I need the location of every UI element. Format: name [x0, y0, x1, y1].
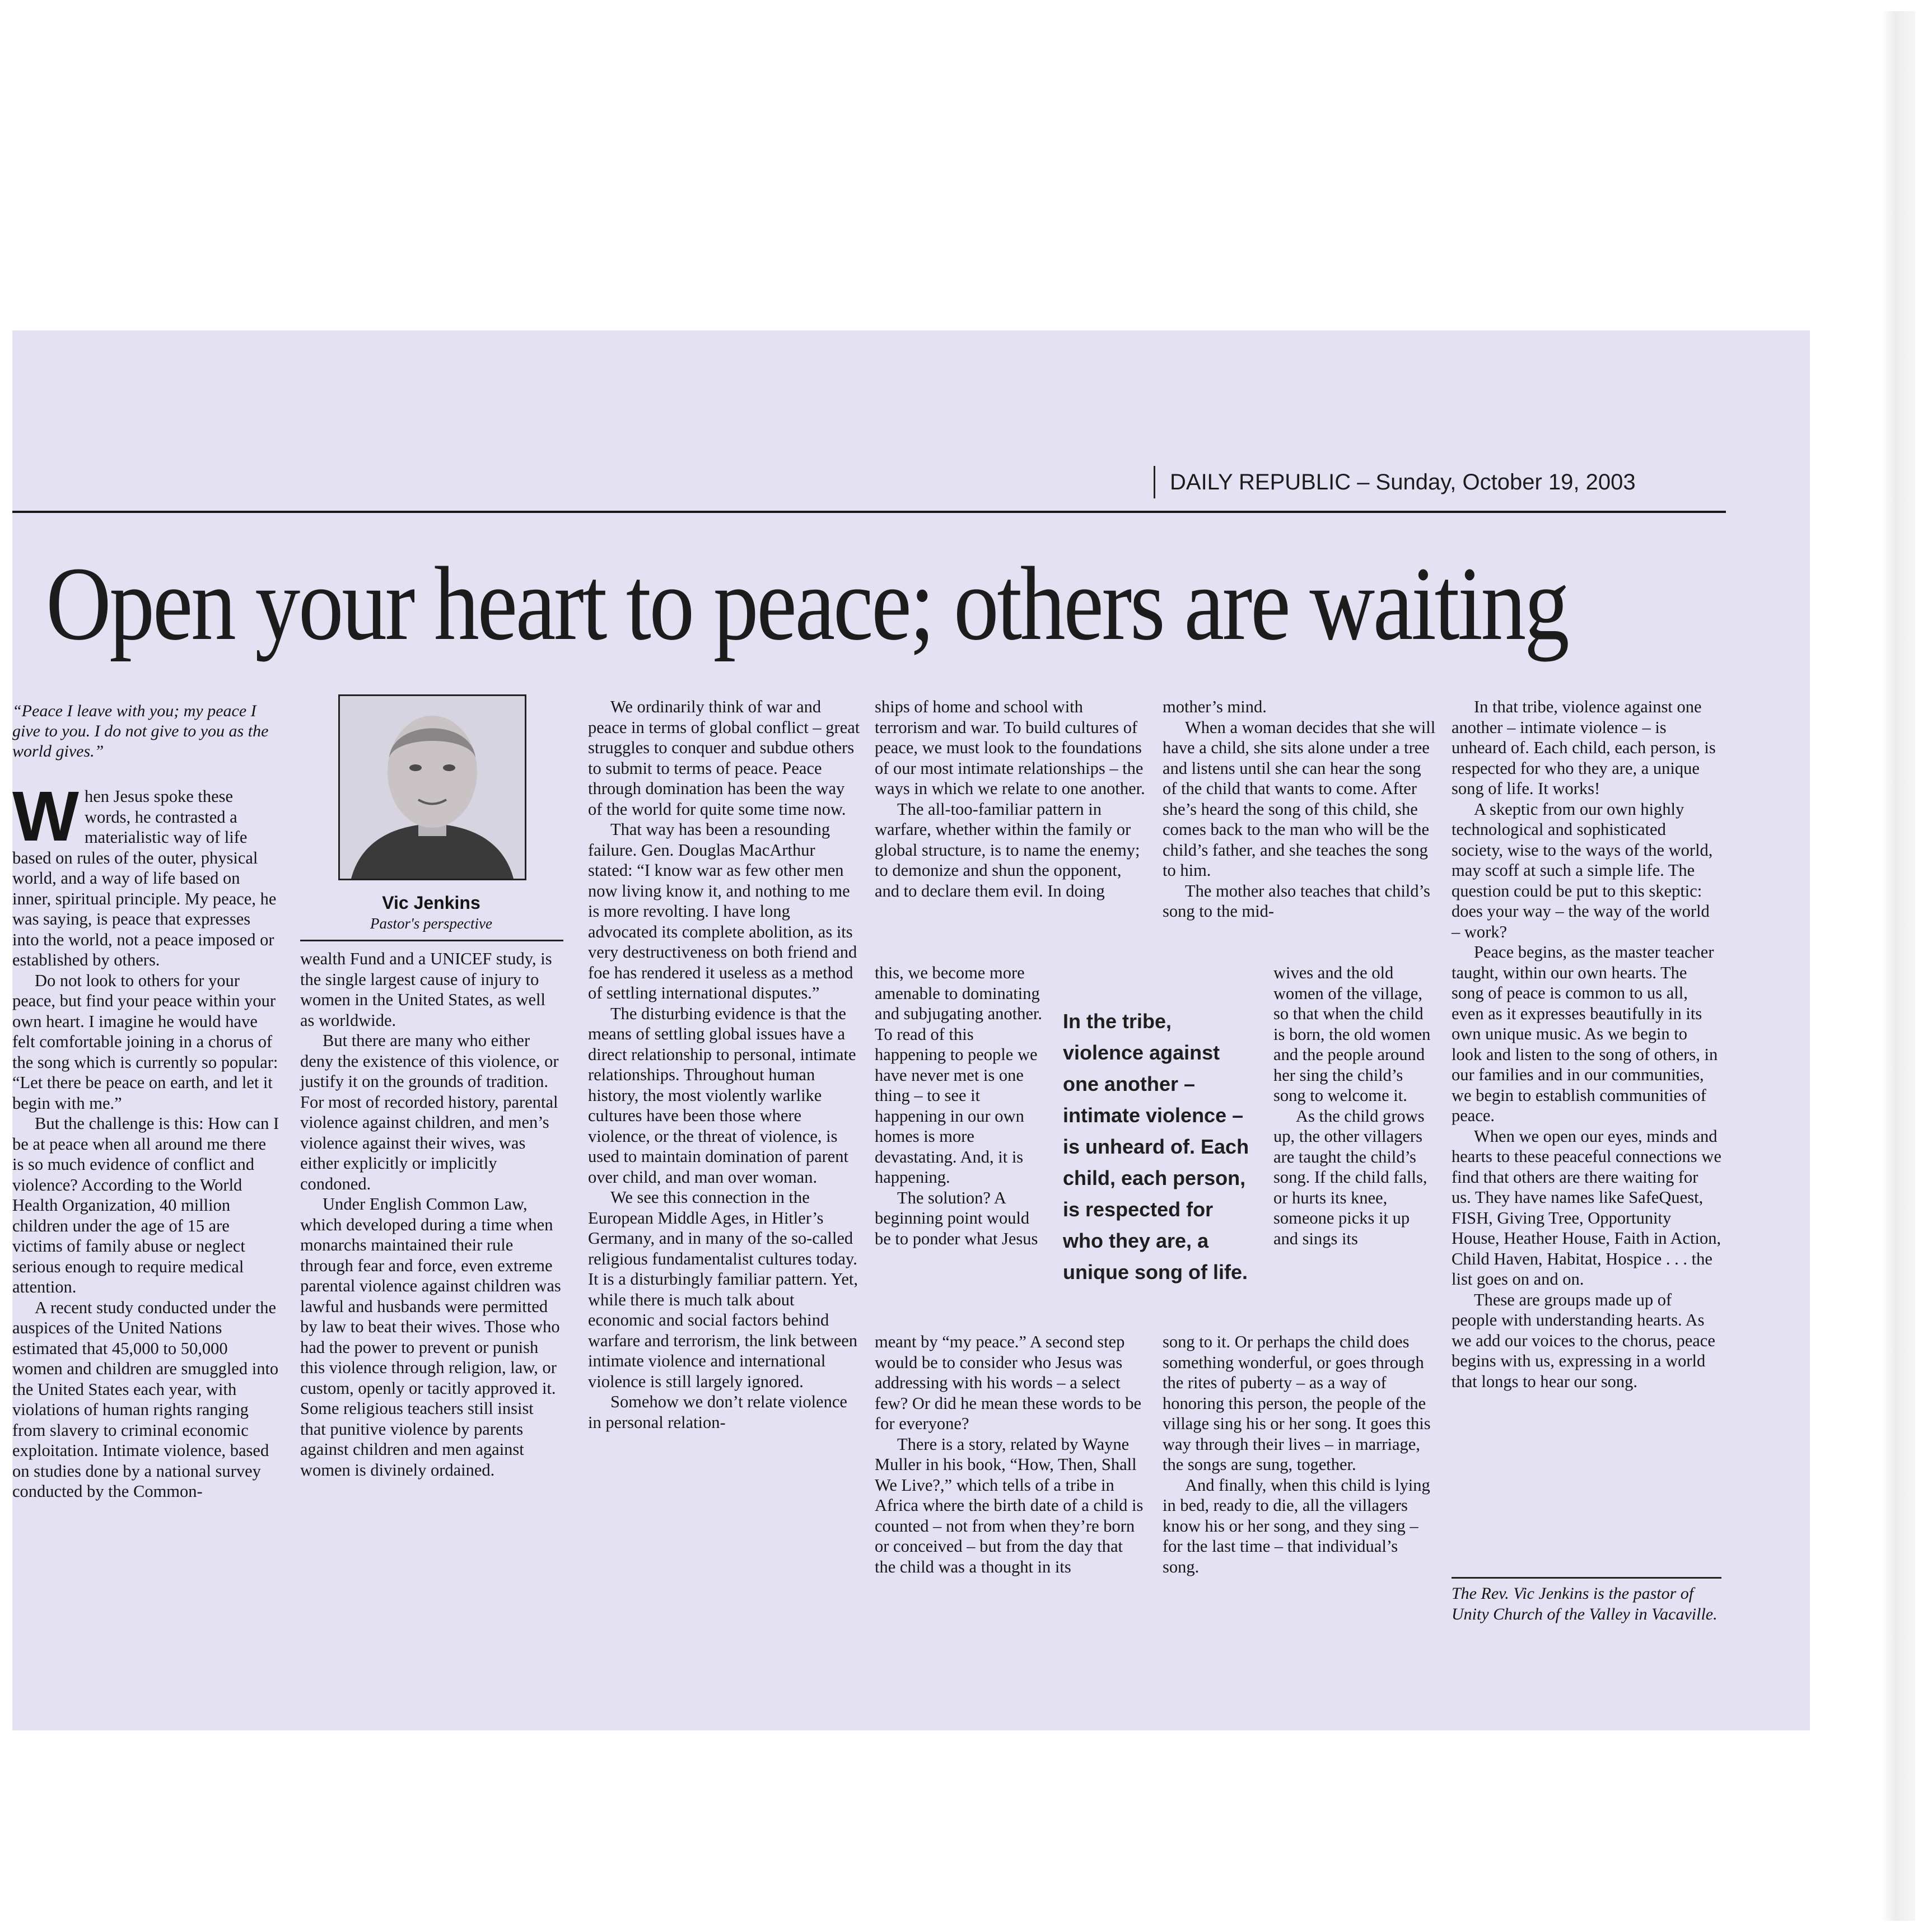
dateline: DAILY REPUBLIC – Sunday, October 19, 2003 [1154, 466, 1636, 498]
paragraph: wives and the old women of the village, so that when the child is born, the old women and the people around her sing the child’s song to welcome it. [1273, 963, 1431, 1105]
paragraph: In that tribe, violence against one another – intimate violence – is unheard of. Each child, each person, is respected for who they are, a unique song of life. It works! [1452, 697, 1716, 798]
article-column-5-narrow [1273, 963, 1438, 1249]
paragraph: Do not look to others for your peace, but find your peace within your own heart. I imagine he would have felt comfortable joining in a chorus of the song which is currently so popular: “Let there be peace on earth, and let it begin with me.” [12, 970, 278, 1113]
article-column-3 [588, 697, 860, 1432]
article-column-2 [300, 949, 563, 1480]
article-column-4-bottom [875, 1332, 1147, 1577]
article-column-5-bottom [1163, 1332, 1437, 1577]
paragraph: ships of home and school with terrorism and war. To build cultures of peace, we must look to the foundations of our most intimate relationships – the ways in which we relate to one another. [875, 697, 1145, 798]
paragraph: A skeptic from our own highly technological and sophisticated society, wise to the ways of the world, may scoff at such a simple life. The question could be put to this skeptic: does your way – the way of the world – work? [1452, 799, 1713, 941]
column-title: Pastor's perspective [370, 915, 492, 932]
lead-paragraph-text: hen Jesus spoke these words, he contrasted a materialistic way of life based on rules of the outer, physical world, and a way of life based on inner, spiritual principle. My peace, he was saying, is peace that expresses into the world, not a peace imposed or established by others. [12, 787, 277, 969]
author-name: Vic Jenkins [382, 893, 480, 913]
pull-quote: In the tribe, violence against one another – intimate violence – is unheard of. Each child, each person, is respected for who they are, a unique song of life. [1063, 1010, 1249, 1284]
paragraph: this, we become more amenable to dominating and subjugating another. To read of this happening to people we have never met is one thing – to see it happening in our own homes is more devastating. And, it is happening. [875, 963, 1043, 1187]
author-signature: The Rev. Vic Jenkins is the pastor of Unity Church of the Valley in Vacaville. [1452, 1584, 1718, 1623]
paragraph: And finally, when this child is lying in bed, ready to die, all the villagers know his or her song, and they sing – for the last time – that individual’s song. [1163, 1475, 1430, 1576]
paragraph: As the child grows up, the other villagers are taught the child’s song. If the child falls, or hurts its knee, someone picks it up and sings its [1273, 1106, 1427, 1248]
paragraph: mother’s mind. [1163, 697, 1267, 716]
paragraph: When we open our eyes, minds and hearts to these peaceful connections we find that others are there waiting for us. They have names like SafeQuest, FISH, Giving Tree, Opportunity House, Heather House, Faith in Action, Child Haven, Habitat, Hospice . . . the list goes on and on. [1452, 1126, 1721, 1289]
paragraph: The disturbing evidence is that the means of settling global issues have a direct relationship to personal, intimate relationships. Throughout human history, the most violently warlike cultures have been those where violence, or the threat of violence, is used to maintain domination of parent over child, and man over woman. [588, 1004, 856, 1187]
paragraph: That way has been a resounding failure. Gen. Douglas MacArthur stated: “I know war as few other men now living know it, and nothing to me is more revolting. I have long advocated its complete abolition, as its very destructiveness on both friend and foe has rendered it useless as a method of settling international disputes.” [588, 820, 857, 1002]
headline: Open your heart to peace; others are waiting [46, 545, 1568, 662]
article-column-4-top [875, 697, 1147, 901]
paragraph: But the challenge is this: How can I be at peace when all around me there is so much evidence of conflict and violence? According to the World Health Organization, 40 million children under the age of 15 are victims of family abuse or neglect serious enough to require medical attention. [12, 1114, 279, 1296]
paragraph: Somehow we don’t relate violence in personal relation- [588, 1392, 847, 1432]
paragraph: wealth Fund and a UNICEF study, is the single largest cause of injury to women in the United States, as well as worldwide. [300, 949, 552, 1030]
scanner-edge-shadow [1882, 11, 1915, 1921]
byline [336, 892, 526, 933]
masthead-rule [12, 511, 1726, 513]
paragraph: The solution? A beginning point would be to ponder what Jesus [875, 1188, 1038, 1248]
paragraph: Peace begins, as the master teacher taught, within our own hearts. The song of peace is common to us all, even as it expresses beautifully in its own unique music. As we begin to look and listen to the song of others, in our families and in our communities, we begin to establish communities of peace. [1452, 942, 1718, 1125]
epigraph: “Peace I leave with you; my peace I give to you. I do not give to you as the world gives.” [12, 702, 269, 760]
paragraph: We see this connection in the European Middle Ages, in Hitler’s Germany, and in many of the so-called religious fundamentalist cultures today. It is a disturbingly familiar pattern. Yet, while there is much talk about economic and social factors behind warfare and terrorism, the link between intimate violence and international violence is still largely ignored. [588, 1188, 858, 1391]
article-column-6 [1452, 697, 1721, 1392]
paragraph: meant by “my peace.” A second step would be to consider who Jesus was addressing with his words – a select few? Or did he mean these words to be for everyone? [875, 1332, 1141, 1433]
paragraph: The mother also teaches that child’s song to the mid- [1163, 881, 1430, 921]
drop-cap: W [12, 777, 79, 856]
author-portrait-icon [340, 696, 525, 879]
paragraph: When a woman decides that she will have a child, she sits alone under a tree and listens until she can hear the song of the child that wants to come. After she’s heard the song of this child, she comes back to the man who will be the child’s father, and she teaches the song to him. [1163, 717, 1436, 880]
paragraph: song to it. Or perhaps the child does something wonderful, or goes through the rites of puberty – as a way of honoring this person, the people of the village sing his or her song. It goes this way through their lives – in marriage, the songs are sung, together. [1163, 1332, 1431, 1474]
paragraph: Under English Common Law, which developed during a time when monarchs maintained their rule through fear and force, even extreme parental violence against children was lawful and husbands were permitted by law to beat their wives. Those who had the power to prevent or punish this violence through religion, law, or custom, openly or tacitly approved it. Some religious teachers still insist that punitive violence by parents against children and men against women is divinely ordained. [300, 1194, 561, 1480]
paragraph: These are groups made up of people with understanding hearts. As we add our voices to the chorus, peace begins with us, expressing in a world that longs to hear our song. [1452, 1290, 1715, 1391]
article-column-4-narrow [875, 963, 1048, 1249]
article-column-1 [12, 777, 280, 1502]
paragraph: We ordinarily think of war and peace in terms of global conflict – great struggles to conquer and subdue others to submit to terms of peace. Peace through domination has been the way of the world for quite some time now. [588, 697, 860, 819]
paragraph: But there are many who either deny the existence of this violence, or justify it on the grounds of tradition. For most of recorded history, parental violence against children, and men’s violence against their wives, was either explicitly or implicitly condoned. [300, 1031, 559, 1193]
paragraph: There is a story, related by Wayne Muller in his book, “How, Then, Shall We Live?,” which tells of a tribe in Africa where the birth date of a child is counted – not from when they’re born or conceived – but from the day that the child was a thought in its [875, 1434, 1144, 1576]
byline-rule [300, 940, 563, 941]
paragraph: A recent study conducted under the auspices of the United Nations estimated that 45,000 to 50,000 women and children are smuggled into the United States each year, with violations of human rights ranging from slavery to criminal economic exploitation. Intimate violence, based on studies done by a national survey conducted by the Common- [12, 1298, 279, 1501]
author-photo [338, 694, 526, 880]
signature-rule [1452, 1577, 1721, 1579]
paragraph: The all-too-familiar pattern in warfare, whether within the family or global structure, is to name the enemy; to demonize and shun the opponent, and to declare them evil. In doing [875, 799, 1140, 900]
article-column-5-top [1163, 697, 1437, 922]
lead-paragraph [12, 777, 280, 970]
